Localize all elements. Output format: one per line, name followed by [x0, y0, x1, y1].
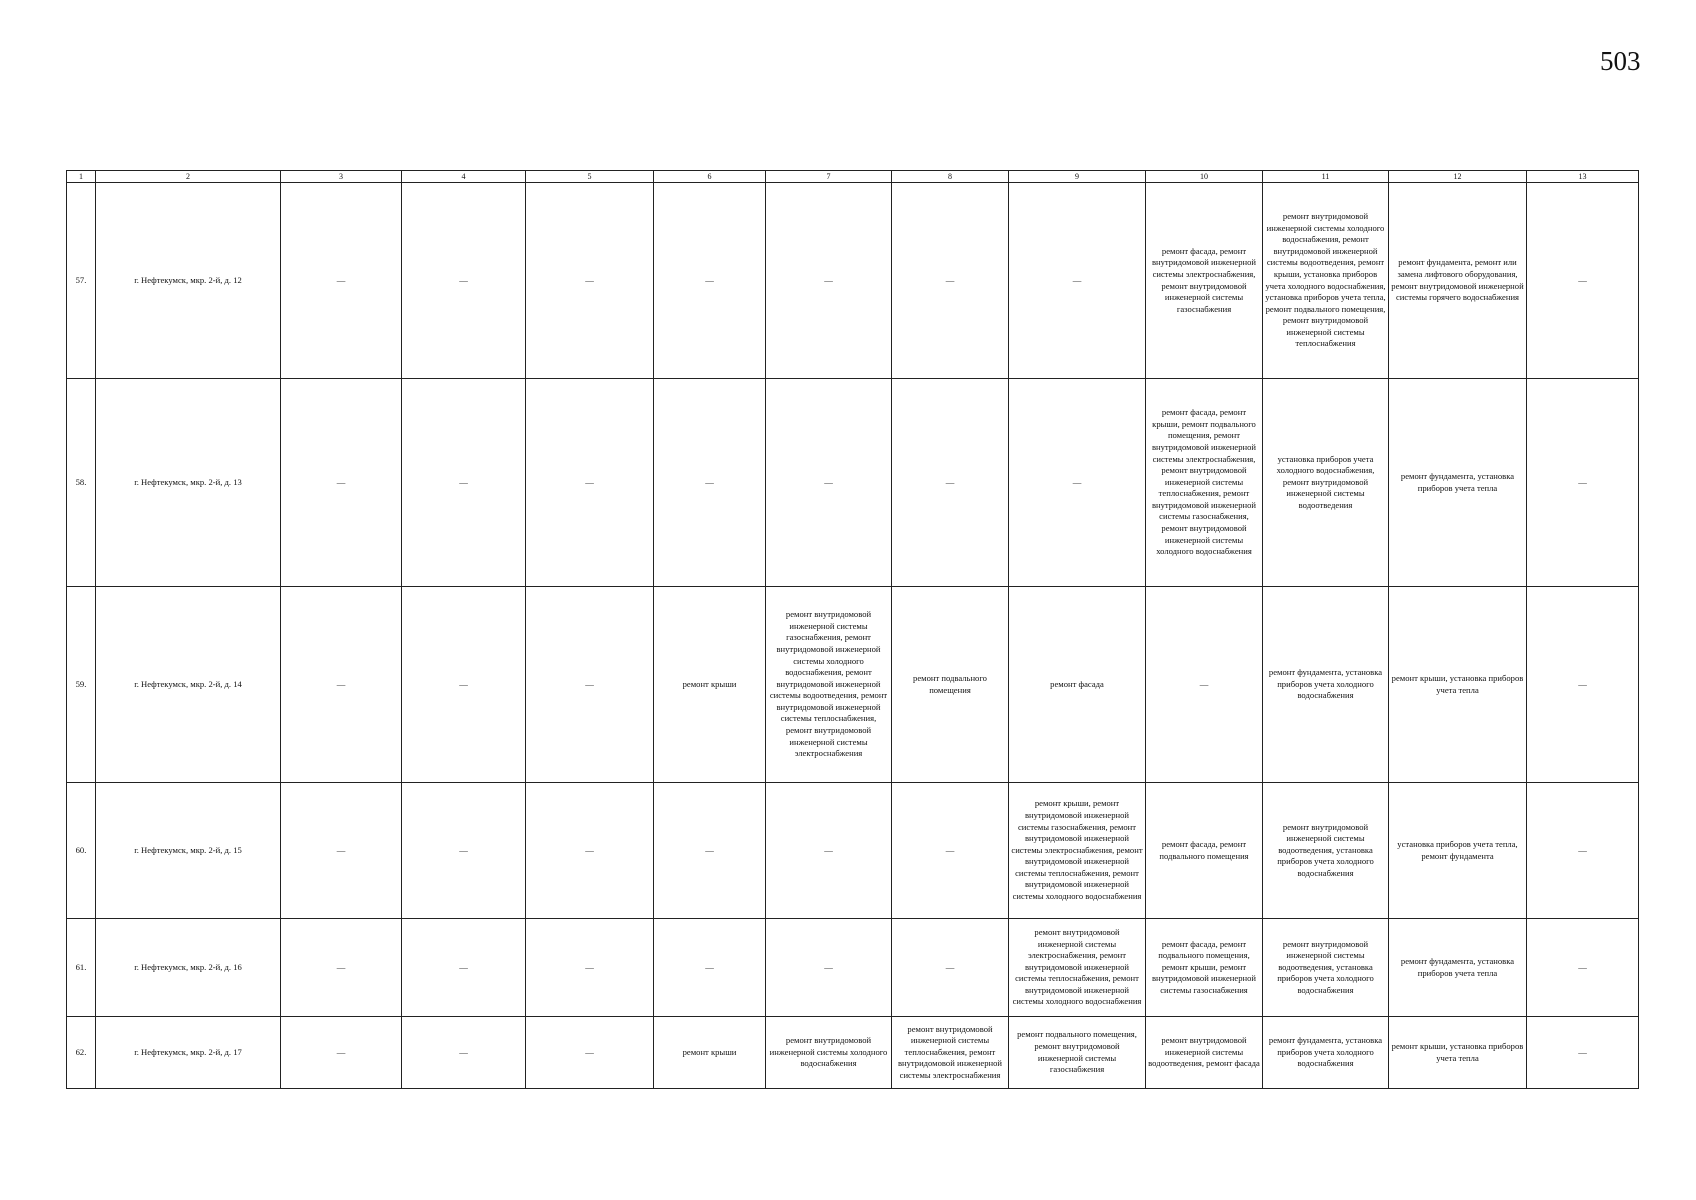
table-cell: —	[1527, 783, 1639, 919]
table-cell: —	[281, 379, 402, 587]
table-cell: ремонт подвального помещения, ремонт внутридомовой инженерной системы газоснабжения	[1009, 1017, 1146, 1089]
table-cell: —	[1527, 919, 1639, 1017]
table-cell: ремонт крыши, установка приборов учета тепла	[1389, 1017, 1527, 1089]
page-number: 503	[1600, 46, 1641, 76]
table-cell: ремонт фасада, ремонт крыши, ремонт подвального помещения, ремонт внутридомовой инженерной системы электроснабжения, ремонт внутридомовой инженерной системы теплоснабжения, ремонт внутридомовой инженерной системы газоснабжения, ремонт внутридомовой инженерной системы холодного водоснабжения	[1146, 379, 1263, 587]
table-cell: ремонт внутридомовой инженерной системы теплоснабжения, ремонт внутридомовой инженерной системы электроснабжения	[892, 1017, 1009, 1089]
address-cell: г. Нефтекумск, мкр. 2-й, д. 12	[96, 183, 281, 379]
table-cell: —	[402, 587, 526, 783]
table-cell: —	[766, 783, 892, 919]
table-cell: —	[1527, 379, 1639, 587]
table-cell: —	[892, 183, 1009, 379]
table-cell: ремонт фасада, ремонт подвального помещения, ремонт крыши, ремонт внутридомовой инженерной системы газоснабжения	[1146, 919, 1263, 1017]
column-header: 8	[892, 171, 1009, 183]
table-cell: ремонт крыши	[654, 587, 766, 783]
table-cell: —	[766, 919, 892, 1017]
address-cell: г. Нефтекумск, мкр. 2-й, д. 14	[96, 587, 281, 783]
table-cell: —	[1527, 183, 1639, 379]
table-cell: —	[402, 1017, 526, 1089]
table-cell: ремонт фундамента, установка приборов учета тепла	[1389, 379, 1527, 587]
table-row	[67, 587, 1639, 783]
column-header: 9	[1009, 171, 1146, 183]
table-row	[67, 183, 1639, 379]
table-cell: ремонт фундамента, установка приборов учета холодного водоснабжения	[1263, 1017, 1389, 1089]
table-cell: ремонт крыши, ремонт внутридомовой инженерной системы газоснабжения, ремонт внутридомовой инженерной системы электроснабжения, ремонт внутридомовой инженерной системы теплоснабжения, ремонт внутридомовой инженерной системы холодного водоснабжения	[1009, 783, 1146, 919]
address-cell: г. Нефтекумск, мкр. 2-й, д. 16	[96, 919, 281, 1017]
table-row	[67, 379, 1639, 587]
column-header: 1	[67, 171, 96, 183]
table-cell: —	[892, 783, 1009, 919]
table-cell: ремонт фундамента, ремонт или замена лифтового оборудования, ремонт внутридомовой инженерной системы горячего водоснабжения	[1389, 183, 1527, 379]
table-cell: —	[892, 379, 1009, 587]
column-header: 13	[1527, 171, 1639, 183]
table-cell: —	[654, 183, 766, 379]
address-cell: г. Нефтекумск, мкр. 2-й, д. 15	[96, 783, 281, 919]
table-cell: ремонт внутридомовой инженерной системы холодного водоснабжения, ремонт внутридомовой инженерной системы водоотведения, ремонт крыши, установка приборов учета холодного водоснабжения, установка приборов учета тепла, ремонт подвального помещения, ремонт внутридомовой инженерной системы теплоснабжения	[1263, 183, 1389, 379]
column-header: 6	[654, 171, 766, 183]
table-cell: —	[402, 783, 526, 919]
table-cell: —	[526, 379, 654, 587]
table-cell: —	[526, 183, 654, 379]
table-cell: —	[526, 1017, 654, 1089]
column-header: 11	[1263, 171, 1389, 183]
table-cell: —	[402, 183, 526, 379]
table-cell: ремонт крыши, установка приборов учета тепла	[1389, 587, 1527, 783]
row-number: 58.	[67, 379, 96, 587]
column-header: 3	[281, 171, 402, 183]
table-cell: ремонт внутридомовой инженерной системы холодного водоснабжения	[766, 1017, 892, 1089]
column-header: 5	[526, 171, 654, 183]
column-header: 7	[766, 171, 892, 183]
repair-schedule-table	[66, 170, 1639, 1089]
table-cell: —	[526, 783, 654, 919]
table-cell: —	[281, 1017, 402, 1089]
table-cell: ремонт внутридомовой инженерной системы водоотведения, установка приборов учета холодного водоснабжения	[1263, 783, 1389, 919]
table-cell: ремонт внутридомовой инженерной системы газоснабжения, ремонт внутридомовой инженерной системы холодного водоснабжения, ремонт внутридомовой инженерной системы водоотведения, ремонт внутридомовой инженерной системы теплоснабжения, ремонт внутридомовой инженерной системы электроснабжения	[766, 587, 892, 783]
table-cell: ремонт внутридомовой инженерной системы электроснабжения, ремонт внутридомовой инженерной системы теплоснабжения, ремонт внутридомовой инженерной системы холодного водоснабжения	[1009, 919, 1146, 1017]
table-cell: ремонт фасада, ремонт внутридомовой инженерной системы электроснабжения, ремонт внутридомовой инженерной системы газоснабжения	[1146, 183, 1263, 379]
table-cell: —	[526, 587, 654, 783]
table-cell: —	[766, 379, 892, 587]
table-cell: ремонт фундамента, установка приборов учета холодного водоснабжения	[1263, 587, 1389, 783]
row-number: 60.	[67, 783, 96, 919]
table-row	[67, 1017, 1639, 1089]
table-cell: —	[1009, 379, 1146, 587]
table-cell: —	[654, 379, 766, 587]
table-cell: ремонт внутридомовой инженерной системы водоотведения, установка приборов учета холодного водоснабжения	[1263, 919, 1389, 1017]
table-cell: ремонт фасада	[1009, 587, 1146, 783]
table-cell: —	[654, 783, 766, 919]
table-cell: —	[526, 919, 654, 1017]
table-cell: установка приборов учета тепла, ремонт фундамента	[1389, 783, 1527, 919]
table-cell: —	[281, 783, 402, 919]
row-number: 62.	[67, 1017, 96, 1089]
table-row	[67, 783, 1639, 919]
table-cell: ремонт фундамента, установка приборов учета тепла	[1389, 919, 1527, 1017]
column-header: 4	[402, 171, 526, 183]
table-cell: —	[654, 919, 766, 1017]
table-cell: ремонт внутридомовой инженерной системы водоотведения, ремонт фасада	[1146, 1017, 1263, 1089]
column-header: 10	[1146, 171, 1263, 183]
column-number-row	[67, 171, 1639, 183]
table-cell: —	[766, 183, 892, 379]
table-cell: установка приборов учета холодного водоснабжения, ремонт внутридомовой инженерной системы водоотведения	[1263, 379, 1389, 587]
row-number: 59.	[67, 587, 96, 783]
table-cell: ремонт подвального помещения	[892, 587, 1009, 783]
table-cell: ремонт фасада, ремонт подвального помещения	[1146, 783, 1263, 919]
table-cell: —	[892, 919, 1009, 1017]
row-number: 57.	[67, 183, 96, 379]
table-cell: —	[1527, 1017, 1639, 1089]
column-header: 2	[96, 171, 281, 183]
table-row	[67, 919, 1639, 1017]
table-cell: ремонт крыши	[654, 1017, 766, 1089]
address-cell: г. Нефтекумск, мкр. 2-й, д. 13	[96, 379, 281, 587]
table-cell: —	[402, 379, 526, 587]
table-cell: —	[1009, 183, 1146, 379]
column-header: 12	[1389, 171, 1527, 183]
address-cell: г. Нефтекумск, мкр. 2-й, д. 17	[96, 1017, 281, 1089]
table-cell: —	[1527, 587, 1639, 783]
table-cell: —	[281, 919, 402, 1017]
table-cell: —	[281, 183, 402, 379]
row-number: 61.	[67, 919, 96, 1017]
table-cell: —	[1146, 587, 1263, 783]
table-cell: —	[402, 919, 526, 1017]
table-cell: —	[281, 587, 402, 783]
